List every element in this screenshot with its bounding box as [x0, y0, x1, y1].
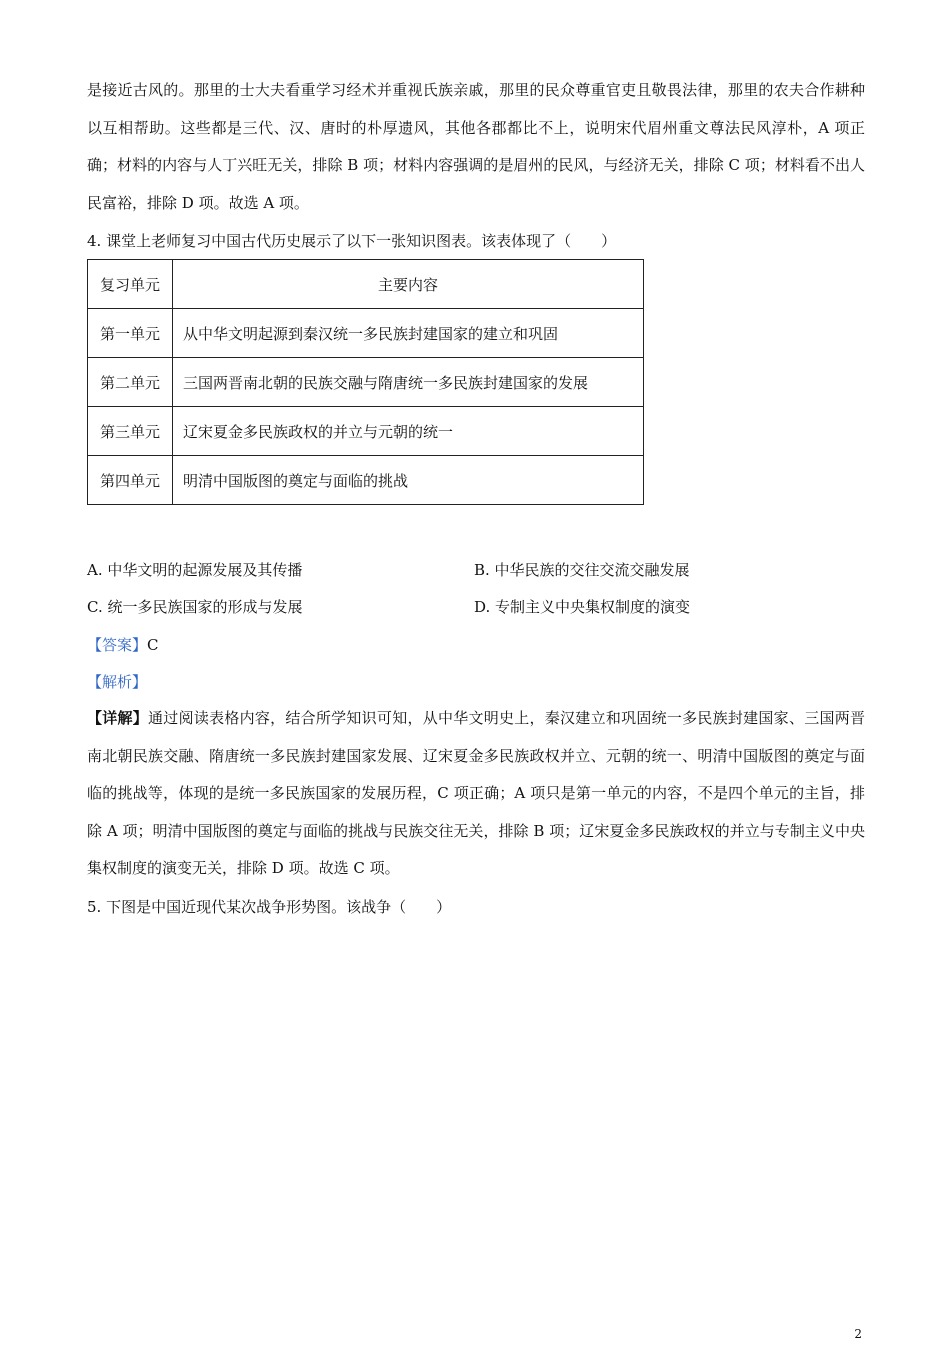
- unit-cell: 第四单元: [88, 456, 173, 505]
- content-cell: 从中华文明起源到秦汉统一多民族封建国家的建立和巩固: [173, 309, 644, 358]
- question-4-stem: 4. 课堂上老师复习中国古代历史展示了以下一张知识图表。该表体现了（ ）: [87, 232, 617, 250]
- detail-tag: 【详解】: [87, 709, 149, 727]
- detail-text: 通过阅读表格内容，结合所学知识可知，从中华文明史上，秦汉建立和巩固统一多民族封建国家、三国两晋南北朝民族交融、隋唐统一多民族封建国家发展、辽宋夏金多民族政权并立、元朝的统一、明清中国版图的奠定与面临的挑战等，体现的是统一多民族国家的发展历程，C 项正确；A 项只是第一单元的内容，不是四个单元的主旨，排除 A 项；明清中国版图的奠定与面临的挑战与民族交往无关，排除 B 项；辽宋夏金多民族政权的并立与专制主义中央集权制度的演变无关，排除 D 项。故选 C 项。: [87, 709, 865, 877]
- detail-paragraph: [87, 700, 865, 888]
- option-d: D. 专制主义中央集权制度的演变: [474, 598, 691, 616]
- header-content: 主要内容: [173, 260, 644, 309]
- analysis-tag: 【解析】: [87, 673, 148, 691]
- unit-cell: 第一单元: [88, 309, 173, 358]
- previous-explanation: 是接近古风的。那里的士大夫看重学习经术并重视氏族亲戚，那里的民众尊重官吏且敬畏法律，那里的农夫合作耕种以互相帮助。这些都是三代、汉、唐时的朴厚遗风，其他各郡都比不上，说明宋代眉州重文尊法民风淳朴，A 项正确；材料的内容与人丁兴旺无关，排除 B 项；材料内容强调的是眉州的民风，与经济无关，排除 C 项；材料看不出人民富裕，排除 D 项。故选 A 项。: [87, 81, 865, 212]
- option-b: B. 中华民族的交往交流交融发展: [474, 561, 690, 579]
- option-a: A. 中华文明的起源发展及其传播: [87, 561, 303, 579]
- content-cell: 明清中国版图的奠定与面临的挑战: [173, 456, 644, 505]
- question-5-stem: 5. 下图是中国近现代某次战争形势图。该战争（ ）: [87, 898, 452, 916]
- option-c: C. 统一多民族国家的形成与发展: [87, 598, 303, 616]
- table-row: [88, 456, 644, 505]
- answer-line: [87, 635, 159, 655]
- content-cell: 三国两晋南北朝的民族交融与隋唐统一多民族封建国家的发展: [173, 358, 644, 407]
- table-row: [88, 309, 644, 358]
- answer-tag: 【答案】: [87, 636, 148, 654]
- table-header-row: [88, 260, 644, 309]
- header-unit: 复习单元: [88, 260, 173, 309]
- knowledge-table: [87, 259, 644, 505]
- table-row: [88, 407, 644, 456]
- page-number: 2: [854, 1327, 862, 1341]
- unit-cell: 第三单元: [88, 407, 173, 456]
- table-row: [88, 358, 644, 407]
- answer-value: C: [147, 636, 159, 654]
- unit-cell: 第二单元: [88, 358, 173, 407]
- content-cell: 辽宋夏金多民族政权的并立与元朝的统一: [173, 407, 644, 456]
